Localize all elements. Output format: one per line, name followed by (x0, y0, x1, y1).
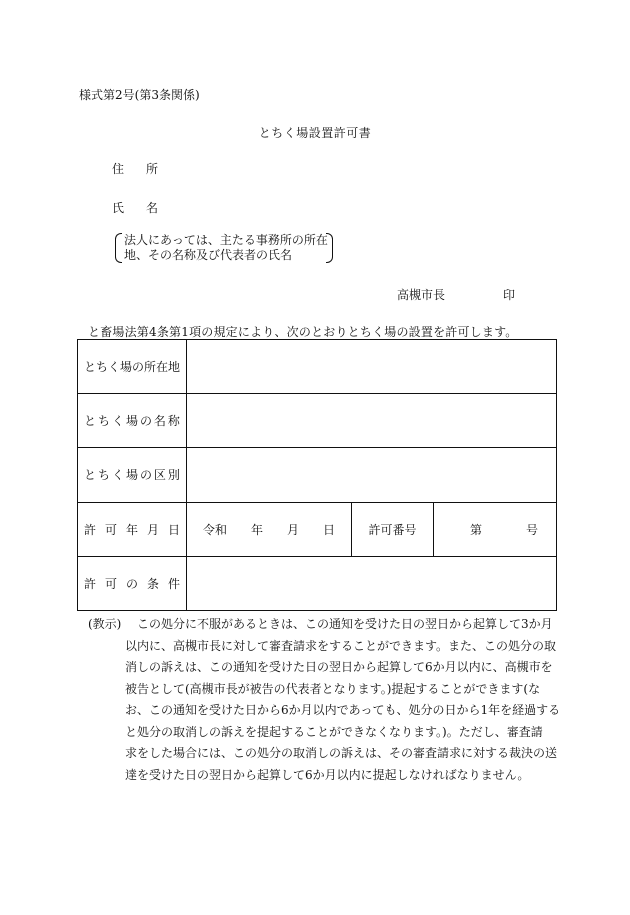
row5-label-char: 可 (104, 576, 117, 591)
permit-date-value-cell[interactable] (187, 502, 352, 556)
permit-statement: と畜場法第4条第1項の規定により、次のとおりとちく場の設置を許可します。 (88, 325, 518, 339)
notice-line: お、この通知を受けた日から6か月以内であっても、処分の日から1年を経過する (125, 703, 561, 717)
form-number: 様式第2号(第3条関係) (79, 88, 200, 102)
row3-label-char: 区 (153, 468, 166, 483)
address-label-char-1: 住 (112, 162, 125, 176)
row2-label-char: 名 (153, 414, 166, 429)
left-bracket (115, 233, 122, 263)
row2-label-char: 称 (167, 414, 180, 429)
row3-label-char: ち (97, 468, 110, 483)
number-suffix: 号 (526, 522, 539, 537)
facility-name-label (78, 394, 187, 448)
document-title: とちく場設置許可書 (258, 126, 372, 140)
notice-body (125, 614, 561, 786)
row2-label-char: く (111, 414, 124, 429)
row4-label-char: 可 (104, 522, 117, 537)
conditions-value-cell[interactable] (187, 556, 557, 610)
notice-line: 以内に、高槻市長に対して審査請求をすることができます。また、この処分の取 (125, 638, 557, 653)
table-row-classification (78, 448, 557, 502)
classification-value-cell[interactable] (187, 448, 557, 502)
address-label (112, 160, 158, 177)
row4-label-char: 日 (167, 522, 180, 537)
row4-label-char: 許 (84, 522, 97, 537)
notice-line: と処分の取消しの訴えを提起することができなくなります。)。ただし、審査請 (125, 724, 543, 739)
row4-label-char: 年 (125, 522, 138, 537)
permit-number-label: 許可番号 (352, 502, 434, 556)
row2-label-char: ち (97, 414, 110, 429)
permit-table (77, 339, 557, 611)
notice-heading: (教示) (88, 617, 122, 631)
right-bracket (326, 233, 333, 263)
permit-number-value-cell[interactable] (434, 502, 557, 556)
number-prefix: 第 (470, 522, 483, 537)
location-value-cell[interactable] (187, 340, 557, 394)
corporate-note (115, 233, 333, 263)
row5-label-char: 条 (146, 576, 159, 591)
permit-date-label (78, 502, 187, 556)
row5-label-char: 許 (84, 576, 97, 591)
row2-label-char: と (84, 414, 97, 429)
notice-line: 求をした場合には、この処分の取消しの訴えは、その審査請求に対する裁決の送 (125, 746, 558, 760)
table-row-permit-date (78, 502, 557, 556)
row5-label-char: の (125, 576, 138, 591)
notice-line: 達を受けた日の翌日から起算して6か月以内に提起しなければなりません。 (125, 767, 530, 782)
date-month-unit: 月 (286, 522, 299, 537)
notice-line: 被告として(高槻市長が被告の代表者となります。)提起することができます(な (125, 681, 541, 696)
row3-label-char: 場 (125, 468, 138, 483)
seal-mark: 印 (503, 288, 516, 302)
row3-label-char: と (84, 468, 97, 483)
address-label-char-2: 所 (146, 162, 159, 176)
name-label-char-2: 名 (146, 201, 159, 215)
date-era: 令和 (203, 522, 228, 537)
corporate-note-line-2: 地、その名称及び代表者の氏名 (124, 248, 293, 262)
notice-line: 消しの訴えは、この通知を受けた日の翌日から起算して6か月以内に、高槻市を (125, 660, 553, 674)
date-day-unit: 日 (322, 522, 335, 537)
location-label: とちく場の所在地 (78, 340, 187, 394)
row3-label-char: 別 (167, 468, 180, 483)
name-label (112, 199, 158, 216)
table-row-facility-name (78, 394, 557, 448)
table-row-conditions (78, 556, 557, 610)
row5-label-char: 件 (167, 576, 180, 591)
table-row-location (78, 340, 557, 394)
row4-label-char: 月 (146, 522, 159, 537)
classification-label (78, 448, 187, 502)
row2-label-char: の (139, 414, 152, 429)
notice-line: この処分に不服があるときは、この通知を受けた日の翌日から起算して3か月 (137, 617, 553, 631)
date-year-unit: 年 (250, 522, 263, 537)
row3-label-char: く (111, 468, 124, 483)
conditions-label (78, 556, 187, 610)
row3-label-char: の (139, 468, 152, 483)
corporate-note-line-1: 法人にあっては、主たる事務所の所在 (124, 233, 328, 247)
issuer-mayor: 高槻市長 (397, 288, 446, 302)
facility-name-value-cell[interactable] (187, 394, 557, 448)
row2-label-char: 場 (125, 414, 138, 429)
name-label-char-1: 氏 (112, 201, 125, 215)
